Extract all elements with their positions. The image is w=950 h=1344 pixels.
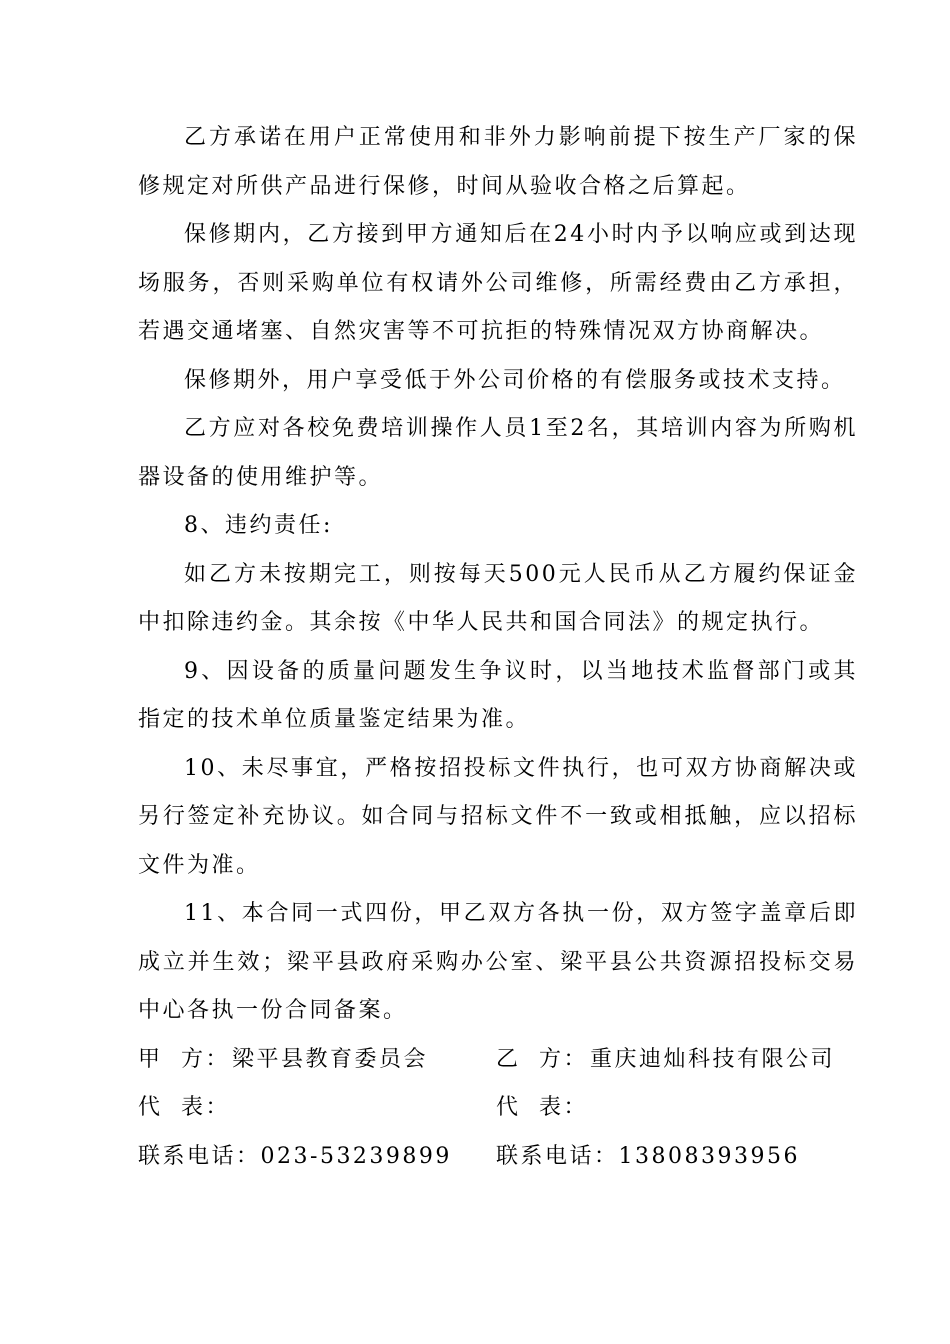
warranty-paragraph: 乙方承诺在用户正常使用和非外力影响前提下按生产厂家的保修规定对所供产品进行保修，时间从验收合格之后算起。 xyxy=(138,125,858,199)
party-b-name: 乙 方： 重庆迪灿科技有限公司 xyxy=(496,1036,854,1085)
phone-label: 联系电话： xyxy=(138,1143,261,1169)
out-of-warranty-paragraph: 保修期外，用户享受低于外公司价格的有偿服务或技术支持。 xyxy=(184,367,846,393)
party-a-representative: 代 表： xyxy=(138,1095,230,1120)
clause-9-paragraph: 9、因设备的质量问题发生争议时，以当地技术监督部门或其指定的技术单位质量鉴定结果为准。 xyxy=(138,658,858,732)
party-a-phone-number: 023-53239899 xyxy=(260,1143,452,1169)
party-b-phone-number: 13808393956 xyxy=(618,1143,800,1169)
party-b-representative: 代 表： xyxy=(496,1095,588,1120)
warranty-period-paragraph: 保修期内，乙方接到甲方通知后在24小时内予以响应或到达现场服务，否则采购单位有权请外公司维修，所需经费由乙方承担，若遇交通堵塞、自然灾害等不可抗拒的特殊情况双方协商解决。 xyxy=(138,222,858,344)
clause-11-paragraph: 11、本合同一式四份，甲乙双方各执一份，双方签字盖章后即成立并生效；梁平县政府采购办公室、梁平县公共资源招投标交易中心各执一份合同备案。 xyxy=(138,901,858,1023)
party-a-name: 甲 方： 梁平县教育委员会 xyxy=(138,1036,496,1085)
clause-8-heading: 8、违约责任: xyxy=(184,513,333,538)
phone-row xyxy=(138,1133,858,1182)
phone-label: 联系电话： xyxy=(496,1143,619,1169)
party-name-row xyxy=(138,1036,858,1085)
contract-page xyxy=(138,114,858,1181)
party-b-phone xyxy=(496,1133,854,1182)
party-b-value: 重庆迪灿科技有限公司 xyxy=(590,1046,836,1072)
party-a-phone xyxy=(138,1133,496,1182)
training-paragraph: 乙方应对各校免费培训操作人员1至2名，其培训内容为所购机器设备的使用维护等。 xyxy=(138,416,858,490)
clause-10-paragraph: 10、未尽事宜，严格按招投标文件执行，也可双方协商解决或另行签定补充协议。如合同与招标文件不一致或相抵触，应以招标文件为准。 xyxy=(138,755,858,878)
party-a-value: 梁平县教育委员会 xyxy=(232,1046,429,1072)
breach-paragraph: 如乙方未按期完工，则按每天500元人民币从乙方履约保证金中扣除违约金。其余按《中华人民共和国合同法》的规定执行。 xyxy=(138,561,858,635)
representative-row xyxy=(138,1084,858,1133)
